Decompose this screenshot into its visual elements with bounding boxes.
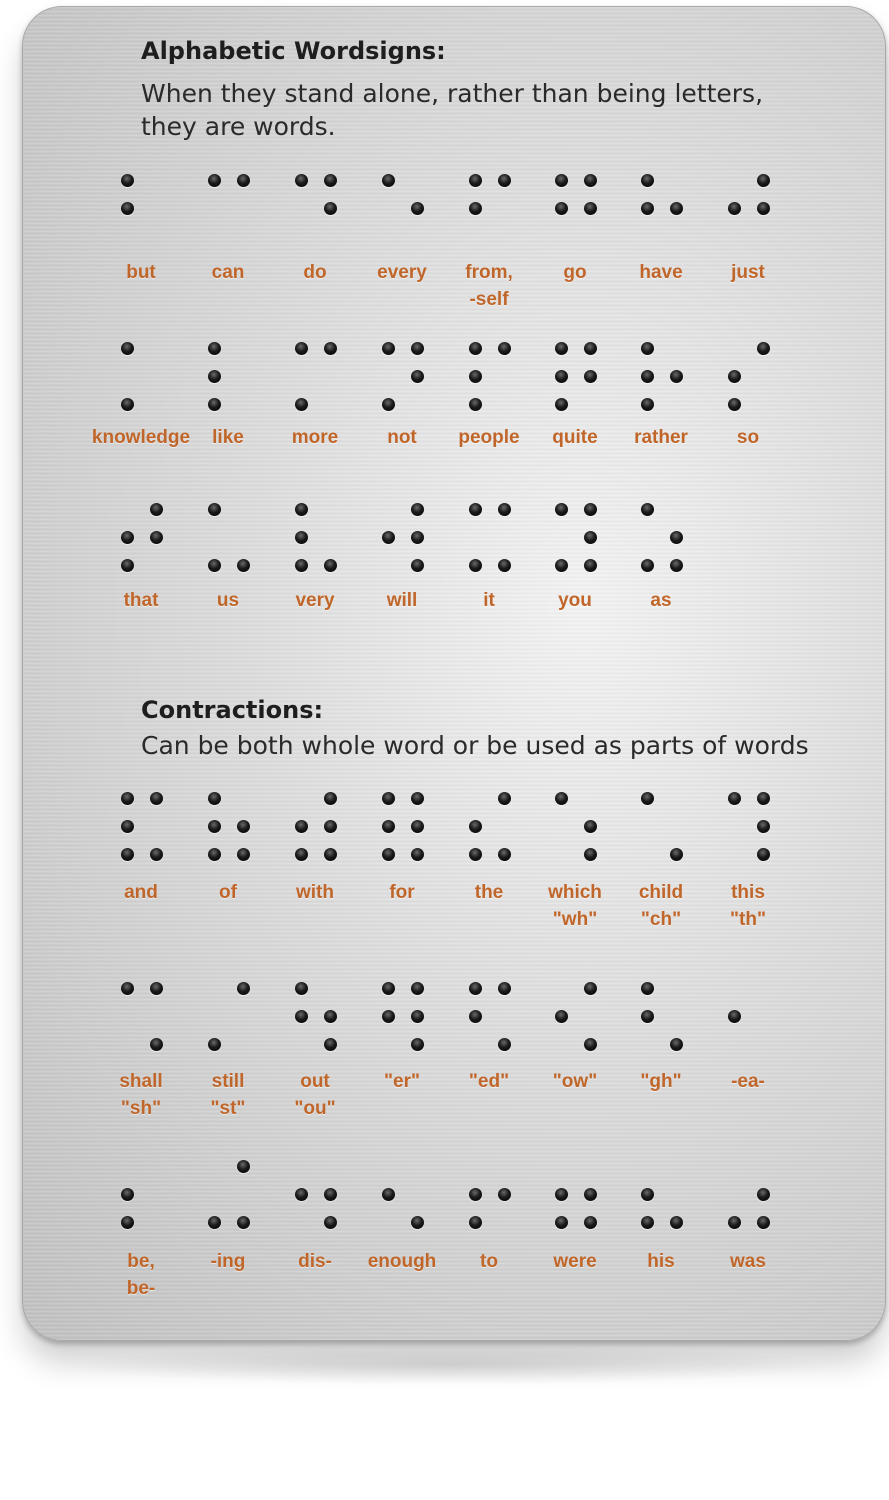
braille-dot-2 xyxy=(295,1010,308,1023)
braille-dot-5 xyxy=(670,370,683,383)
braille-dot-3 xyxy=(208,559,221,572)
braille-label: it xyxy=(483,590,495,611)
braille-cell xyxy=(641,342,701,432)
braille-dot-3 xyxy=(728,1216,741,1229)
braille-dot-3 xyxy=(728,398,741,411)
braille-dot-1 xyxy=(295,342,308,355)
braille-cell xyxy=(382,174,442,264)
braille-dot-1 xyxy=(295,503,308,516)
braille-dot-3 xyxy=(555,559,568,572)
braille-dot-5 xyxy=(670,531,683,544)
braille-label: dis- xyxy=(298,1251,332,1272)
braille-dot-2 xyxy=(469,1188,482,1201)
braille-cell xyxy=(121,792,181,882)
braille-label: of xyxy=(219,882,237,903)
braille-dot-1 xyxy=(295,982,308,995)
braille-dot-1 xyxy=(469,503,482,516)
braille-dot-1 xyxy=(641,792,654,805)
braille-dot-6 xyxy=(757,1216,770,1229)
braille-dot-6 xyxy=(498,559,511,572)
braille-dot-1 xyxy=(469,342,482,355)
braille-dot-2 xyxy=(295,1188,308,1201)
braille-dot-1 xyxy=(728,792,741,805)
braille-cell xyxy=(469,982,529,1072)
braille-dot-6 xyxy=(411,848,424,861)
braille-dot-5 xyxy=(324,1188,337,1201)
braille-dot-2 xyxy=(469,1010,482,1023)
braille-dot-2 xyxy=(641,202,654,215)
braille-cell xyxy=(382,792,442,882)
braille-cell xyxy=(555,792,615,882)
braille-label: was xyxy=(730,1251,766,1272)
braille-cell xyxy=(382,342,442,432)
braille-cell xyxy=(641,982,701,1072)
braille-dot-5 xyxy=(670,202,683,215)
braille-label: us xyxy=(216,590,240,611)
braille-dot-2 xyxy=(121,531,134,544)
braille-label: which "wh" xyxy=(548,882,602,930)
braille-label: "gh" xyxy=(640,1071,682,1092)
braille-dot-5 xyxy=(584,202,597,215)
braille-dot-4 xyxy=(498,792,511,805)
braille-dot-4 xyxy=(150,982,163,995)
braille-label: every xyxy=(377,262,427,283)
braille-label: his xyxy=(647,1251,675,1272)
braille-dot-1 xyxy=(121,982,134,995)
braille-dot-6 xyxy=(324,1038,337,1051)
braille-dot-5 xyxy=(411,531,424,544)
braille-dot-3 xyxy=(469,398,482,411)
braille-dot-2 xyxy=(382,820,395,833)
braille-dot-2 xyxy=(382,531,395,544)
braille-dot-5 xyxy=(498,1188,511,1201)
braille-dot-5 xyxy=(150,531,163,544)
braille-cell xyxy=(295,982,355,1072)
braille-cell xyxy=(295,1160,355,1250)
braille-dot-2 xyxy=(555,1188,568,1201)
braille-dot-4 xyxy=(584,982,597,995)
braille-cell xyxy=(121,503,181,593)
braille-label: "ed" xyxy=(468,1071,510,1092)
braille-dot-4 xyxy=(411,792,424,805)
braille-dot-4 xyxy=(498,503,511,516)
braille-label: can xyxy=(211,262,245,283)
braille-cell xyxy=(208,1160,268,1250)
braille-dot-4 xyxy=(498,174,511,187)
braille-dot-6 xyxy=(670,848,683,861)
braille-dot-6 xyxy=(324,559,337,572)
braille-label: like xyxy=(212,427,244,448)
braille-cell xyxy=(208,792,268,882)
braille-dot-4 xyxy=(237,174,250,187)
braille-dot-2 xyxy=(641,370,654,383)
braille-cell xyxy=(469,342,529,432)
braille-cell xyxy=(295,503,355,593)
braille-label: enough xyxy=(367,1251,437,1272)
braille-dot-1 xyxy=(208,792,221,805)
braille-dot-5 xyxy=(324,1010,337,1023)
braille-dot-6 xyxy=(237,559,250,572)
braille-cell xyxy=(208,982,268,1072)
braille-cell xyxy=(382,982,442,1072)
braille-dot-5 xyxy=(757,1188,770,1201)
braille-dot-6 xyxy=(324,1216,337,1229)
braille-dot-5 xyxy=(411,202,424,215)
braille-dot-4 xyxy=(584,174,597,187)
braille-dot-4 xyxy=(584,503,597,516)
braille-dot-4 xyxy=(411,503,424,516)
braille-dot-2 xyxy=(121,1188,134,1201)
braille-cell xyxy=(641,174,701,264)
braille-dot-2 xyxy=(728,370,741,383)
braille-label: from, -self xyxy=(465,262,513,310)
braille-dot-1 xyxy=(641,982,654,995)
braille-dot-6 xyxy=(584,559,597,572)
braille-dot-5 xyxy=(584,1188,597,1201)
braille-dot-6 xyxy=(237,848,250,861)
braille-dot-3 xyxy=(295,398,308,411)
braille-label: people xyxy=(458,427,520,448)
braille-label: "ow" xyxy=(552,1071,598,1092)
braille-dot-2 xyxy=(121,202,134,215)
braille-dot-4 xyxy=(498,982,511,995)
braille-label: this "th" xyxy=(730,882,766,930)
braille-dot-1 xyxy=(555,342,568,355)
braille-label: as xyxy=(650,590,672,611)
braille-label: child "ch" xyxy=(638,882,684,930)
braille-dot-3 xyxy=(382,398,395,411)
braille-cell xyxy=(469,503,529,593)
braille-dot-3 xyxy=(208,1038,221,1051)
braille-cell xyxy=(382,503,442,593)
braille-dot-6 xyxy=(498,1038,511,1051)
braille-dot-4 xyxy=(757,792,770,805)
braille-label: more xyxy=(291,427,339,448)
braille-dot-2 xyxy=(208,370,221,383)
braille-dot-6 xyxy=(411,559,424,572)
braille-label: go xyxy=(563,262,587,283)
braille-dot-5 xyxy=(237,820,250,833)
braille-dot-6 xyxy=(584,1216,597,1229)
braille-cell xyxy=(555,982,615,1072)
braille-dot-2 xyxy=(295,820,308,833)
braille-dot-6 xyxy=(584,848,597,861)
braille-dot-2 xyxy=(555,1010,568,1023)
braille-cell xyxy=(728,1160,788,1250)
braille-dot-2 xyxy=(295,531,308,544)
braille-dot-3 xyxy=(555,398,568,411)
braille-label: just xyxy=(731,262,765,283)
braille-dot-4 xyxy=(498,342,511,355)
braille-dot-3 xyxy=(555,1216,568,1229)
braille-dot-1 xyxy=(469,174,482,187)
braille-dot-6 xyxy=(237,1216,250,1229)
braille-label: quite xyxy=(552,427,598,448)
section-description-contractions: Can be both whole word or be used as parts of words xyxy=(141,731,809,760)
section-title-contractions: Contractions: xyxy=(141,696,324,724)
braille-dot-3 xyxy=(121,1216,134,1229)
braille-dot-4 xyxy=(237,982,250,995)
section-description-wordsigns: When they stand alone, rather than being letters, they are words. xyxy=(141,79,764,141)
braille-dot-5 xyxy=(324,202,337,215)
braille-dot-3 xyxy=(382,848,395,861)
braille-dot-4 xyxy=(150,503,163,516)
braille-cell xyxy=(555,342,615,432)
braille-dot-1 xyxy=(121,792,134,805)
braille-dot-3 xyxy=(469,559,482,572)
braille-dot-6 xyxy=(411,1216,424,1229)
braille-dot-3 xyxy=(121,848,134,861)
braille-cell xyxy=(208,342,268,432)
braille-cell xyxy=(555,503,615,593)
braille-dot-3 xyxy=(641,1216,654,1229)
braille-label: the xyxy=(474,882,504,903)
braille-dot-5 xyxy=(584,370,597,383)
braille-dot-1 xyxy=(208,174,221,187)
braille-dot-5 xyxy=(411,820,424,833)
braille-label: with xyxy=(296,882,334,903)
braille-dot-6 xyxy=(324,848,337,861)
braille-cell xyxy=(641,792,701,882)
braille-dot-5 xyxy=(324,820,337,833)
braille-label: that xyxy=(123,590,159,611)
braille-dot-3 xyxy=(208,848,221,861)
braille-label: shall "sh" xyxy=(119,1071,163,1119)
braille-dot-4 xyxy=(324,342,337,355)
braille-dot-1 xyxy=(382,982,395,995)
braille-dot-5 xyxy=(584,531,597,544)
braille-dot-4 xyxy=(237,1160,250,1173)
braille-label: have xyxy=(639,262,683,283)
braille-dot-2 xyxy=(641,1010,654,1023)
braille-dot-6 xyxy=(498,848,511,861)
braille-dot-4 xyxy=(757,174,770,187)
braille-dot-1 xyxy=(555,174,568,187)
braille-cell xyxy=(121,342,181,432)
braille-dot-1 xyxy=(641,503,654,516)
braille-dot-2 xyxy=(382,1188,395,1201)
braille-dot-4 xyxy=(584,342,597,355)
braille-dot-1 xyxy=(382,792,395,805)
braille-dot-1 xyxy=(641,174,654,187)
braille-dot-6 xyxy=(584,1038,597,1051)
braille-label: to xyxy=(480,1251,498,1272)
braille-cell xyxy=(728,342,788,432)
braille-dot-6 xyxy=(150,1038,163,1051)
braille-label: "er" xyxy=(384,1071,420,1092)
braille-label: still "st" xyxy=(210,1071,246,1119)
braille-dot-2 xyxy=(728,202,741,215)
braille-dot-2 xyxy=(641,1188,654,1201)
braille-dot-1 xyxy=(382,342,395,355)
card-shadow xyxy=(60,1345,840,1385)
braille-dot-1 xyxy=(208,342,221,355)
braille-cell xyxy=(208,503,268,593)
braille-label: very xyxy=(295,590,335,611)
braille-label: will xyxy=(386,590,418,611)
braille-dot-2 xyxy=(728,1010,741,1023)
braille-label: for xyxy=(389,882,415,903)
braille-cell xyxy=(641,503,701,593)
section-title-wordsigns: Alphabetic Wordsigns: xyxy=(141,37,446,65)
braille-dot-3 xyxy=(121,559,134,572)
braille-label: rather xyxy=(634,427,688,448)
braille-dot-6 xyxy=(670,559,683,572)
braille-cell xyxy=(641,1160,701,1250)
braille-cell xyxy=(555,1160,615,1250)
braille-dot-6 xyxy=(411,1038,424,1051)
braille-cell xyxy=(469,1160,529,1250)
braille-label: do xyxy=(303,262,327,283)
braille-label: knowledge xyxy=(91,427,191,448)
braille-dot-2 xyxy=(555,202,568,215)
braille-dot-6 xyxy=(757,848,770,861)
braille-cell xyxy=(382,1160,442,1250)
braille-cell xyxy=(469,792,529,882)
braille-label: and xyxy=(124,882,158,903)
braille-cell xyxy=(121,982,181,1072)
braille-dot-5 xyxy=(757,202,770,215)
braille-dot-3 xyxy=(469,848,482,861)
braille-dot-4 xyxy=(150,792,163,805)
braille-dot-2 xyxy=(382,1010,395,1023)
braille-dot-1 xyxy=(121,174,134,187)
braille-dot-1 xyxy=(555,792,568,805)
braille-dot-2 xyxy=(469,370,482,383)
braille-dot-4 xyxy=(324,174,337,187)
braille-dot-6 xyxy=(670,1038,683,1051)
braille-label: be, be- xyxy=(126,1251,156,1299)
braille-cell xyxy=(728,982,788,1072)
braille-label: out "ou" xyxy=(294,1071,336,1119)
braille-label: -ea- xyxy=(731,1071,765,1092)
braille-cell xyxy=(728,174,788,264)
braille-dot-1 xyxy=(641,342,654,355)
braille-dot-2 xyxy=(121,820,134,833)
braille-cell xyxy=(469,174,529,264)
braille-dot-5 xyxy=(584,820,597,833)
braille-label: but xyxy=(126,262,156,283)
braille-dot-2 xyxy=(469,820,482,833)
braille-dot-4 xyxy=(411,982,424,995)
braille-dot-3 xyxy=(641,559,654,572)
braille-dot-3 xyxy=(295,559,308,572)
braille-dot-1 xyxy=(382,174,395,187)
braille-cell xyxy=(208,174,268,264)
braille-dot-3 xyxy=(295,848,308,861)
braille-dot-2 xyxy=(469,202,482,215)
braille-label: not xyxy=(387,427,417,448)
braille-dot-3 xyxy=(469,1216,482,1229)
braille-label: -ing xyxy=(210,1251,246,1272)
braille-dot-6 xyxy=(150,848,163,861)
braille-dot-4 xyxy=(324,792,337,805)
braille-label: you xyxy=(558,590,592,611)
braille-dot-6 xyxy=(670,1216,683,1229)
braille-card xyxy=(22,6,886,1341)
braille-cell xyxy=(295,174,355,264)
braille-dot-3 xyxy=(641,398,654,411)
braille-dot-4 xyxy=(757,342,770,355)
braille-dot-2 xyxy=(208,820,221,833)
braille-dot-3 xyxy=(208,398,221,411)
braille-dot-1 xyxy=(121,342,134,355)
braille-dot-5 xyxy=(411,1010,424,1023)
braille-dot-1 xyxy=(295,174,308,187)
braille-cell xyxy=(728,792,788,882)
braille-dot-2 xyxy=(555,370,568,383)
braille-dot-3 xyxy=(121,398,134,411)
braille-dot-4 xyxy=(411,342,424,355)
braille-dot-1 xyxy=(469,982,482,995)
braille-label: were xyxy=(553,1251,597,1272)
braille-dot-3 xyxy=(208,1216,221,1229)
braille-label: so xyxy=(736,427,760,448)
braille-cell xyxy=(295,342,355,432)
braille-dot-5 xyxy=(411,370,424,383)
braille-dot-1 xyxy=(208,503,221,516)
braille-cell xyxy=(121,174,181,264)
braille-dot-5 xyxy=(757,820,770,833)
braille-dot-1 xyxy=(555,503,568,516)
braille-cell xyxy=(295,792,355,882)
braille-cell xyxy=(555,174,615,264)
braille-cell xyxy=(121,1160,181,1250)
